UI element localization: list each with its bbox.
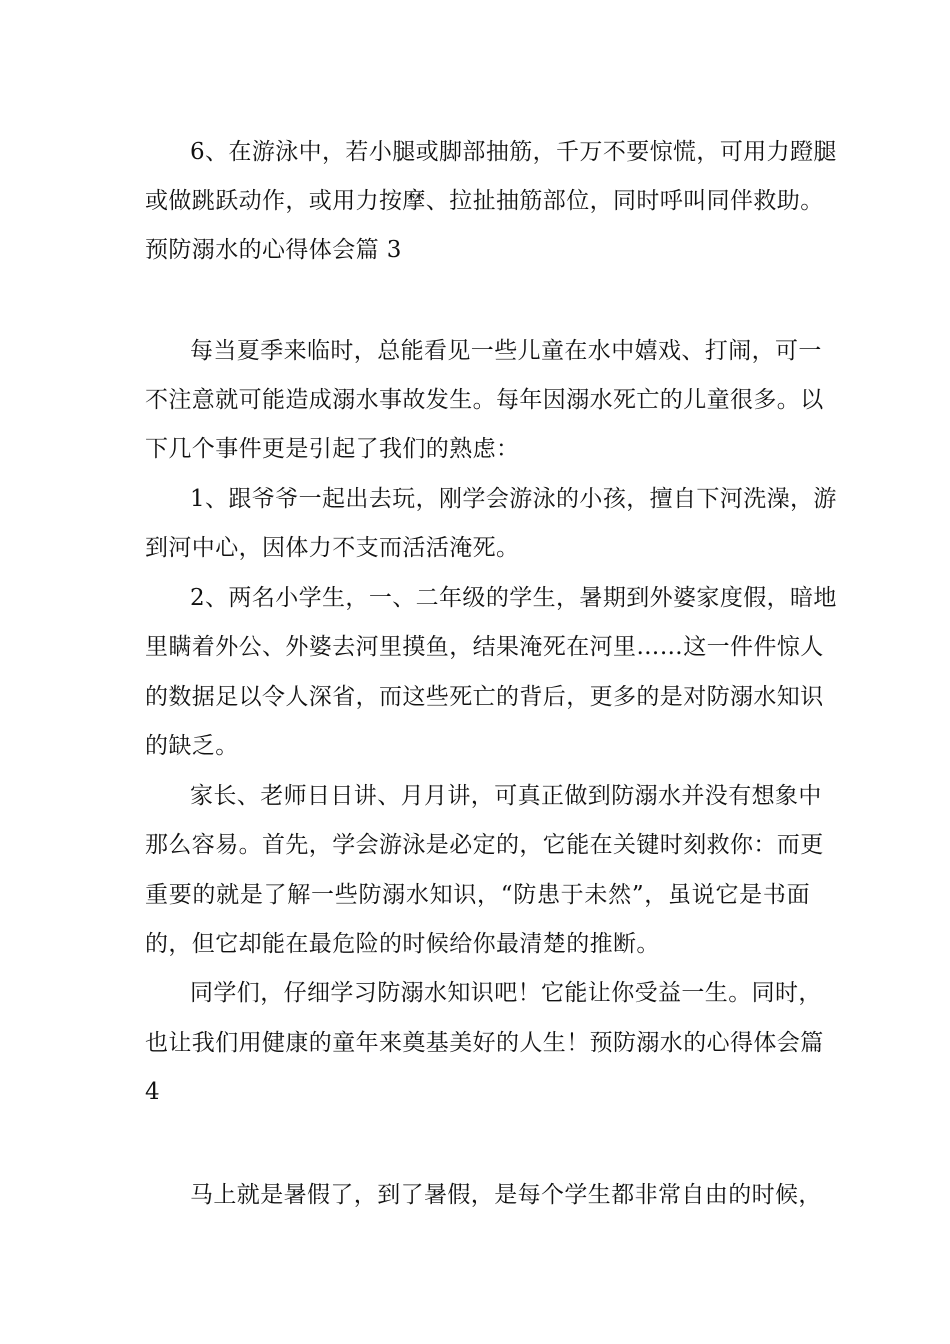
paragraph-line: 到河中心，因体力不支而活活淹死。 — [145, 535, 520, 561]
paragraph-line: 里瞒着外公、外婆去河里摸鱼，结果淹死在河里……这一件件惊人 — [145, 634, 824, 660]
paragraph-line: 或做跳跃动作，或用力按摩、拉扯抽筋部位，同时呼叫同伴救助。 — [145, 188, 824, 214]
paragraph-line: 不注意就可能造成溺水事故发生。每年因溺水死亡的儿童很多。以 — [145, 387, 824, 413]
paragraph-line: 重要的就是了解一些防溺水知识，“防患于未然”，虽说它是书面 — [145, 882, 810, 908]
paragraph-line: 也让我们用健康的童年来奠基美好的人生！预防溺水的心得体会篇 — [145, 1030, 824, 1056]
paragraph-line: 马上就是暑假了，到了暑假，是每个学生都非常自由的时候， — [190, 1182, 822, 1208]
paragraph-line: 下几个事件更是引起了我们的熟虑： — [145, 436, 520, 462]
section-heading: 4 — [145, 1079, 161, 1105]
paragraph-line: 家长、老师日日讲、月月讲，可真正做到防溺水并没有想象中 — [190, 783, 822, 809]
paragraph-line: 每当夏季来临时，总能看见一些儿童在水中嬉戏、打闹，可一 — [190, 338, 822, 364]
section-heading: 预防溺水的心得体会篇 3 — [145, 237, 402, 263]
paragraph-line: 同学们，仔细学习防溺水知识吧！它能让你受益一生。同时， — [190, 980, 822, 1006]
paragraph-line: 1、跟爷爷一起出去玩，刚学会游泳的小孩，擅自下河洗澡，游 — [190, 486, 837, 512]
paragraph-line: 那么容易。首先，学会游泳是必定的，它能在关键时刻救你：而更 — [145, 832, 824, 858]
paragraph-line: 的数据足以令人深省，而这些死亡的背后，更多的是对防溺水知识 — [145, 684, 824, 710]
paragraph-line: 的，但它却能在最危险的时候给你最清楚的推断。 — [145, 931, 660, 957]
paragraph-line: 2、两名小学生，一、二年级的学生，暑期到外婆家度假，暗地 — [190, 585, 837, 611]
paragraph-line: 的缺乏。 — [145, 733, 239, 759]
paragraph-line: 6、在游泳中，若小腿或脚部抽筋，千万不要惊慌，可用力蹬腿 — [190, 139, 837, 165]
